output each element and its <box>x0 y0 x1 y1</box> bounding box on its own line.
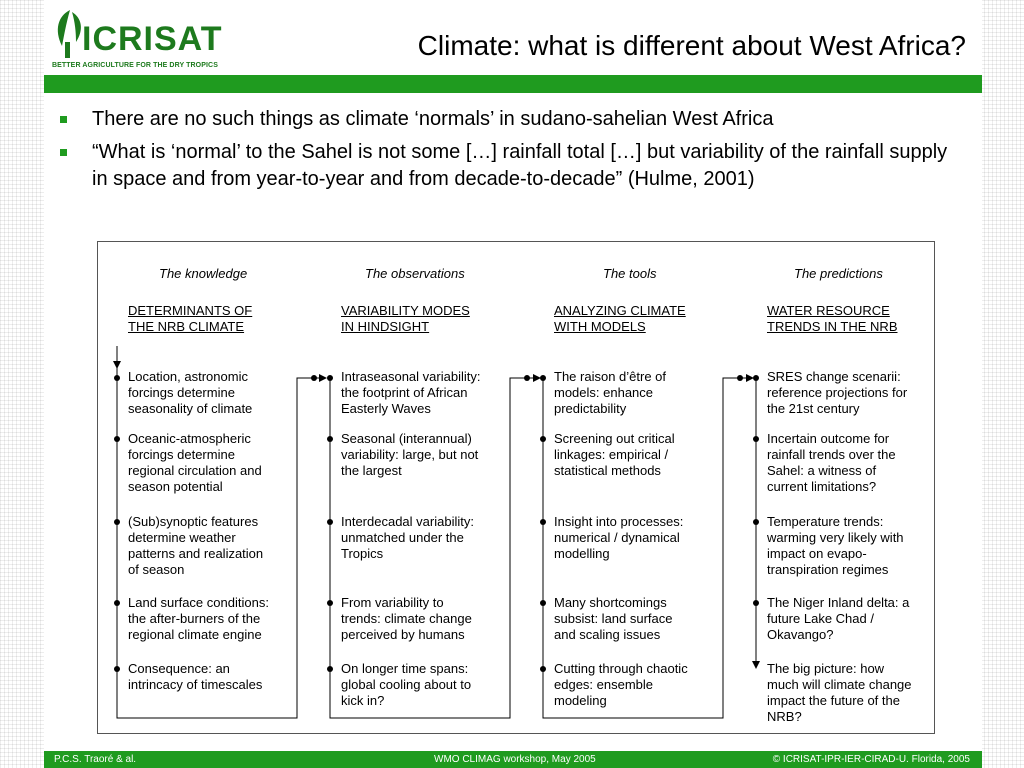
bullet-item <box>56 139 956 193</box>
footer-authors: P.C.S. Traoré & al. <box>54 754 137 765</box>
knowledge-item: Consequence: an intrincacy of timescales <box>128 661 263 692</box>
predictions-item: Temperature trends: warming very likely with impact on evapo- transpiration regimes <box>767 514 904 577</box>
observations-item: On longer time spans: global cooling about to kick in? <box>341 661 472 708</box>
bullet-item <box>56 106 956 133</box>
tools-item: Cutting through chaotic edges: ensemble modeling <box>554 661 688 708</box>
tools-item: Screening out critical linkages: empirical / statistical methods <box>554 431 675 478</box>
col-label-predictions: The predictions <box>794 266 883 281</box>
tools-item: The raison d’être of models: enhance predictability <box>554 369 667 416</box>
knowledge-item: Location, astronomic forcings determine seasonality of climate <box>128 369 253 416</box>
col-label-observations: The observations <box>365 266 465 281</box>
col-heading-observations: VARIABILITY MODES IN HINDSIGHT <box>341 303 470 334</box>
predictions-item: Incertain outcome for rainfall trends over the Sahel: a witness of current limitations? <box>767 431 896 494</box>
col-heading-knowledge: DETERMINANTS OF THE NRB CLIMATE <box>128 303 253 334</box>
observations-item: Intraseasonal variability: the footprint of African Easterly Waves <box>341 369 481 416</box>
col-heading-predictions: WATER RESOURCE TRENDS IN THE NRB <box>767 303 898 334</box>
footer-copyright: © ICRISAT-IPR-IER-CIRAD-U. Florida, 2005 <box>772 754 970 765</box>
footer-event: WMO CLIMAG workshop, May 2005 <box>434 754 596 765</box>
observations-item: Interdecadal variability: unmatched under the Tropics <box>341 514 474 561</box>
footer-bar <box>44 751 982 768</box>
col-label-knowledge: The knowledge <box>159 266 248 281</box>
col-heading-tools: ANALYZING CLIMATE WITH MODELS <box>554 303 686 334</box>
icrisat-logo <box>48 6 238 70</box>
predictions-item: The Niger Inland delta: a future Lake Chad / Okavango? <box>767 595 910 642</box>
bullet-text: “What is ‘normal’ to the Sahel is not some […] rainfall total […] but variability of the rainfall supply in space and from year-to-year and from decade-to-decade” (Hulme, 2001) <box>92 141 948 190</box>
climate-diagram <box>97 241 935 734</box>
bullet-square-icon <box>60 116 67 123</box>
tools-item: Many shortcomings subsist: land surface and scaling issues <box>554 595 673 642</box>
bullet-text: There are no such things as climate ‘normals’ in sudano-sahelian West Africa <box>92 108 774 130</box>
col-label-tools: The tools <box>603 266 657 281</box>
knowledge-item: (Sub)synoptic features determine weather patterns and realization of season <box>128 514 264 577</box>
logo-tagline: BETTER AGRICULTURE FOR THE DRY TROPICS <box>52 62 218 69</box>
logo-wordmark: ICRISAT <box>82 20 223 58</box>
header-bar <box>44 75 982 93</box>
knowledge-item: Land surface conditions: the after-burners of the regional climate engine <box>128 595 269 642</box>
bullet-list <box>56 106 956 199</box>
slide-title: Climate: what is different about West Africa? <box>417 30 966 61</box>
observations-item: Seasonal (interannual) variability: large, but not the largest <box>341 431 479 478</box>
tools-item: Insight into processes: numerical / dynamical modelling <box>554 514 684 561</box>
bullet-square-icon <box>60 149 67 156</box>
predictions-item: The big picture: how much will climate change impact the future of the NRB? <box>767 661 912 724</box>
knowledge-item: Oceanic-atmospheric forcings determine regional circulation and season potential <box>128 431 262 494</box>
predictions-item: SRES change scenarii: reference projections for the 21st century <box>767 369 908 416</box>
observations-item: From variability to trends: climate change perceived by humans <box>341 595 472 642</box>
